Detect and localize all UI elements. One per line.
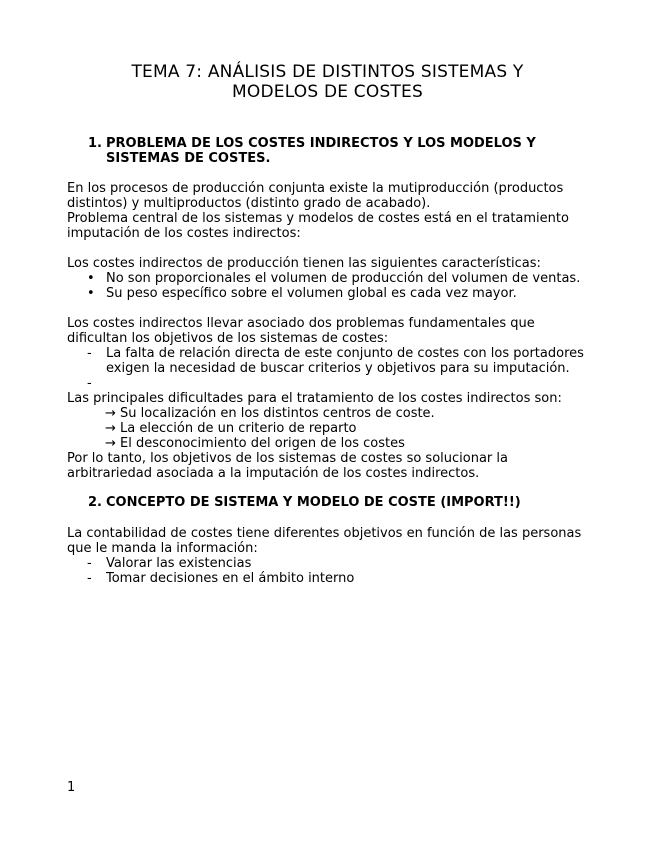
intro-paragraph-1: En los procesos de producción conjunta existe la mutiproducción (productos distintos) y multiproductos (distinto grado de acabado). bbox=[67, 181, 564, 211]
section-1-heading bbox=[88, 136, 558, 166]
difficulties-list bbox=[67, 406, 597, 451]
section-1-intro bbox=[67, 181, 597, 241]
characteristics-intro: Los costes indirectos de producción tienen las siguientes características: bbox=[67, 256, 541, 271]
list-item-text: Su peso específico sobre el volumen global es cada vez mayor. bbox=[106, 286, 517, 301]
dash-icon: - bbox=[87, 346, 92, 361]
title-line-1: TEMA 7: ANÁLISIS DE DISTINTOS SISTEMAS Y bbox=[131, 62, 524, 82]
section-2-intro: La contabilidad de costes tiene diferentes objetivos en función de las personas que le manda la información: bbox=[67, 526, 582, 556]
conclusion-paragraph: Por lo tanto, los objetivos de los sistemas de costes so solucionar la arbitrariedad asociada a la imputación de los costes indirectos. bbox=[67, 451, 508, 481]
list-item bbox=[67, 286, 597, 301]
list-item-text: Valorar las existencias bbox=[106, 556, 252, 571]
list-item bbox=[67, 271, 597, 286]
list-item bbox=[67, 346, 597, 376]
problems-list bbox=[67, 346, 597, 391]
section-1-heading-line-2: SISTEMAS DE COSTES. bbox=[106, 151, 271, 166]
section-2-heading bbox=[88, 495, 558, 510]
list-item: → La elección de un criterio de reparto bbox=[105, 421, 357, 436]
characteristics-list bbox=[67, 271, 597, 301]
list-item-text: La falta de relación directa de este conjunto de costes con los portadores exigen la necesidad de buscar criterios y objetivos para su imputación. bbox=[106, 346, 584, 376]
list-item bbox=[67, 571, 597, 586]
difficulties-intro: Las principales dificultades para el tratamiento de los costes indirectos son: bbox=[67, 391, 562, 406]
list-item: → Su localización en los distintos centros de coste. bbox=[105, 406, 435, 421]
dash-icon: - bbox=[87, 556, 92, 571]
page-title bbox=[0, 62, 655, 102]
dash-icon: - bbox=[87, 376, 92, 391]
bullet-icon: • bbox=[87, 271, 95, 286]
list-item-text: No son proporcionales el volumen de producción del volumen de ventas. bbox=[106, 271, 581, 286]
characteristics-block bbox=[67, 256, 597, 301]
intro-paragraph-2: Problema central de los sistemas y modelos de costes está en el tratamiento imputación de los costes indirectos: bbox=[67, 211, 569, 241]
dash-icon: - bbox=[87, 571, 92, 586]
list-item bbox=[67, 556, 597, 571]
list-item: → El desconocimiento del origen de los costes bbox=[105, 436, 405, 451]
bullet-icon: • bbox=[87, 286, 95, 301]
list-item-text: Tomar decisiones en el ámbito interno bbox=[106, 571, 355, 586]
section-2-heading-text: CONCEPTO DE SISTEMA Y MODELO DE COSTE (IMPORT!!) bbox=[106, 495, 521, 510]
objectives-list bbox=[67, 556, 597, 586]
page-number: 1 bbox=[67, 780, 76, 795]
problems-intro: Los costes indirectos llevar asociado dos problemas fundamentales que dificultan los objetivos de los sistemas de costes: bbox=[67, 316, 535, 346]
problems-block bbox=[67, 316, 597, 481]
section-1-number: 1. bbox=[88, 136, 102, 151]
section-2-body bbox=[67, 526, 597, 586]
title-line-2: MODELOS DE COSTES bbox=[232, 82, 423, 102]
section-2-number: 2. bbox=[88, 495, 102, 510]
section-1-heading-line-1: PROBLEMA DE LOS COSTES INDIRECTOS Y LOS MODELOS Y bbox=[106, 136, 536, 151]
list-item bbox=[67, 376, 597, 391]
